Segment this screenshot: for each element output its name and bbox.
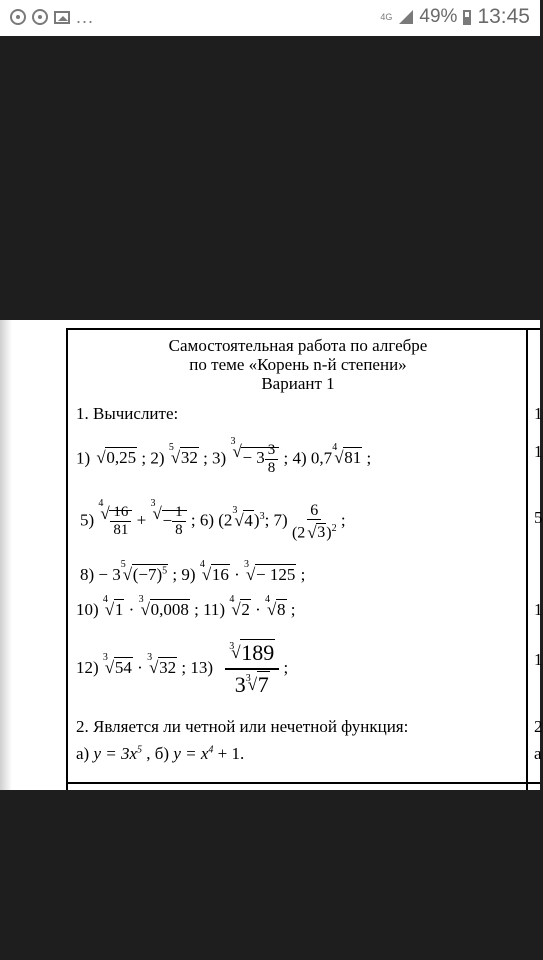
radical: √ 4 1 (103, 600, 125, 620)
fraction: $\frac{6}{(2√ 3)^2}$ (292, 502, 337, 541)
task-2-heading: 2. Является ли четной или нечетной функция: (76, 717, 409, 736)
title-line-2: по теме «Корень n-й степени» (189, 355, 407, 374)
radical: √ 4 8 (265, 600, 287, 620)
table-border-left (66, 328, 68, 792)
right-column-fragment: а (534, 744, 542, 763)
fraction: $\frac{16}{81}$ (110, 504, 131, 539)
task-row-1: 1) √ 0,25 ; 2) √ 5 32 ; 3) √ 3 − 3 $\frac{3}{8}$ ; 4) 0,7 √ 4 81 ; (76, 442, 371, 477)
table-divider (526, 328, 528, 792)
radical: √ 3 32 (147, 658, 177, 678)
more-notifications-icon: ... (76, 7, 95, 27)
task-row-2: 5) √ 4 $\frac{16}{81}$ + √ 3 − $\frac{1}{8}$ ; 6) (2 √ 3 4)$^3$; 7) $\frac{6}{(2√ 3)^2}$ ; (80, 502, 346, 541)
radical: √ 4 81 (332, 448, 362, 468)
right-column-fragment: 1 (534, 650, 543, 669)
radical: √ 3 − $\frac{1}{8}$ (151, 504, 187, 539)
radical: √ 3 0,008 (139, 600, 190, 620)
battery-percent: 49% (419, 6, 458, 27)
task-row-5: 12) √ 3 54 · √ 3 32 ; 13) √ 3 189 3 √ 3 7 ; (76, 638, 288, 700)
status-right (379, 5, 530, 29)
image-icon (54, 11, 70, 24)
notification-icons (10, 9, 94, 25)
network-type: 4G (380, 11, 393, 22)
task-2-options: а) $y = 3x^5$ , б) $y = x^4 + 1$. (76, 744, 245, 763)
battery-icon (463, 10, 471, 25)
radical: √ 4 2 (229, 600, 251, 620)
radical: √ 3 − 3 $\frac{3}{8}$ (230, 442, 279, 477)
right-column-fragment: 1 (534, 442, 543, 461)
radical: √ 3 4 (232, 511, 254, 531)
radical: √ 3 (305, 524, 326, 541)
sync-icon (10, 9, 26, 25)
fraction: √ 3 189 3 √ 3 7 (225, 638, 279, 700)
radical: √ 5 $(-7)^5$ (121, 565, 168, 585)
radical: √ 3 7 (246, 670, 270, 700)
radical: √ 5 32 (169, 448, 199, 468)
page-edge (0, 320, 12, 790)
hotspot-icon (32, 9, 48, 25)
radical: √ 3 − 125 (244, 565, 296, 585)
fraction: $\frac{1}{8}$ (172, 504, 186, 539)
radical: √ 4 16 (200, 565, 230, 585)
radical: √ 0,25 (94, 448, 137, 468)
right-column-fragment: 5 (534, 508, 543, 527)
fraction: $\frac{3}{8}$ (265, 442, 279, 477)
signal-icon (399, 10, 413, 24)
title-line-1: Самостоятельная работа по алгебре (168, 336, 428, 355)
right-column-fragment: 2 (534, 717, 543, 736)
task-1-heading: 1. Вычислите: (76, 404, 179, 423)
variant-label: Вариант 1 (261, 374, 335, 393)
document-header (74, 336, 522, 393)
document-image (0, 320, 543, 790)
right-column-fragment: 1 (534, 600, 543, 619)
dark-background (0, 790, 540, 960)
radical: √ 3 189 (229, 638, 275, 668)
clock: 13:45 (477, 5, 530, 28)
table-border-top (66, 328, 540, 330)
radical: √ 4 $\frac{16}{81}$ (98, 504, 132, 539)
radical: √ 3 54 (103, 658, 133, 678)
right-column-fragment: 1 (534, 404, 543, 423)
task-row-3: 8) − 3 √ 5 $(-7)^5$ ; 9) √ 4 16 · √ 3 − 125 ; (80, 565, 305, 585)
status-bar (0, 0, 540, 36)
table-border-bottom (66, 782, 540, 784)
task-row-4: 10) √ 4 1 · √ 3 0,008 ; 11) √ 4 2 · √ 4 8 ; (76, 600, 296, 620)
